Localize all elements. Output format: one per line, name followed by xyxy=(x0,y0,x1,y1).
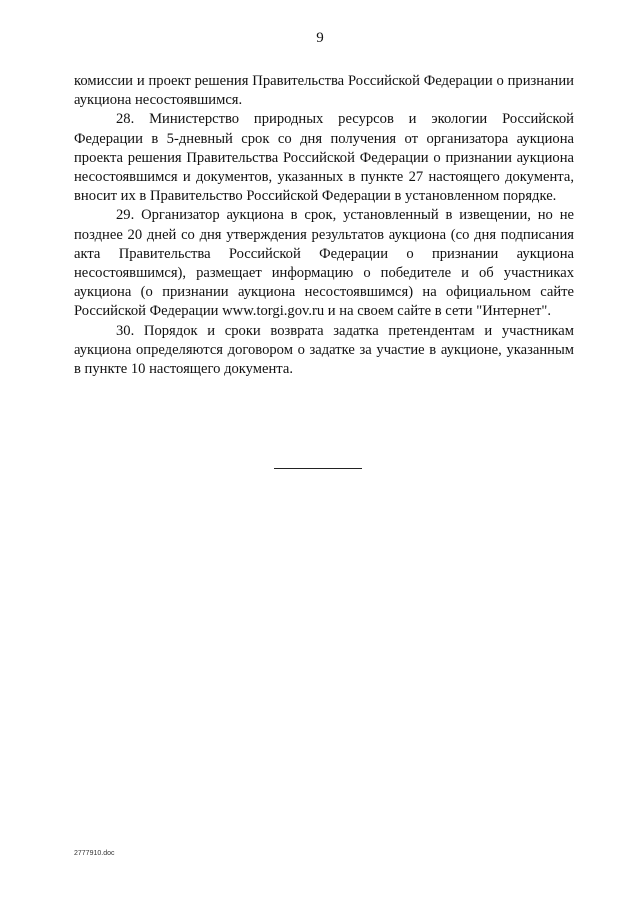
paragraph-continuation: комиссии и проект решения Правительства Российской Федерации о признании аукциона несостоявшимся. xyxy=(74,73,574,109)
end-separator-line xyxy=(274,468,362,469)
paragraph-29: 29. Организатор аукциона в срок, установленный в извещении, но не позднее 20 дней со дня утверждения результатов аукциона (со дня подписания акта Правительства Российской Федерации о признании аукциона несостоявшимся), размещает информацию о победителе и об участниках аукциона (о признании аукциона несостоявшимся) на официальном сайте Российской Федерации www.torgi.gov.ru и на своем сайте в сети "Интернет". xyxy=(74,207,574,320)
page-number: 9 xyxy=(316,30,324,46)
paragraph-30: 30. Порядок и сроки возврата задатка претендентам и участникам аукциона определяются договором о задатке за участие в аукционе, указанным в пункте 10 настоящего документа. xyxy=(74,322,574,378)
paragraph-28: 28. Министерство природных ресурсов и экологии Российской Федерации в 5-дневный срок со дня получения от организатора аукциона проекта решения Правительства Российской Федерации о признании аукциона несостоявшимся и документов, указанных в пункте 27 настоящего документа, вносит их в Правительство Российской Федерации в установленном порядке. xyxy=(74,111,574,205)
footer-file-name: 2777910.doc xyxy=(74,850,115,857)
document-body xyxy=(74,72,574,379)
